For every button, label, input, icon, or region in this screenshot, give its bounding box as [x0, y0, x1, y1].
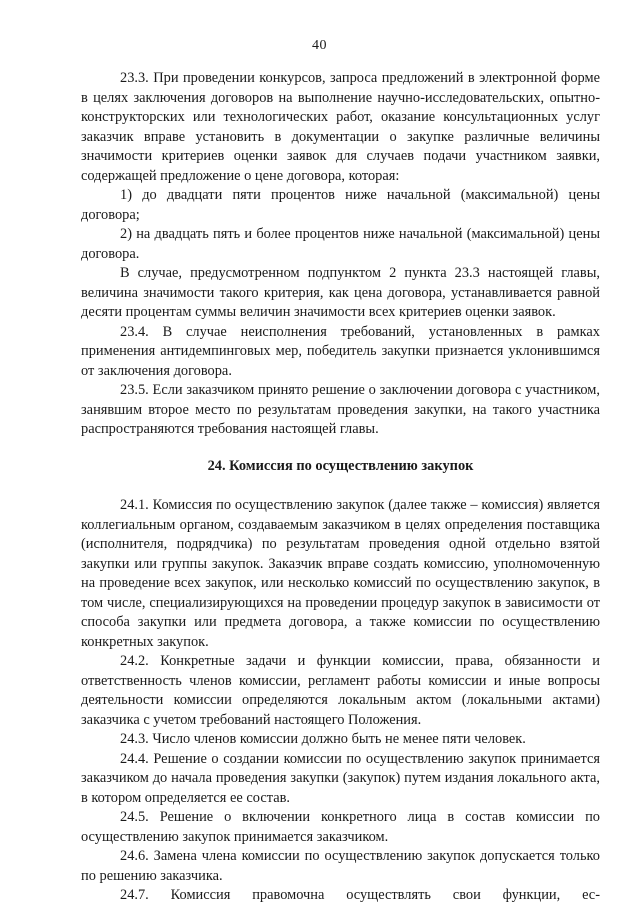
- document-body: [81, 69, 600, 906]
- paragraph-23-4: 23.4. В случае неисполнения требований, установленных в рамках применения антидемпинговых мер, победитель закупки признается уклонившимся от заключения договора.: [81, 323, 600, 379]
- paragraph-23-3-item-1: 1) до двадцати пяти процентов ниже начальной (максимальной) цены договора;: [81, 187, 600, 223]
- paragraph-24-1: 24.1. Комиссия по осуществлению закупок (далее также – комиссия) является коллегиальным органом, создаваемым заказчиком в целях определения поставщика (исполнителя, подрядчика) по результатам проведения одной отдельно взятой закупки или группы закупок. Заказчик вправе создать комиссию, уполномоченную на проведение всех закупок, или несколько комиссий по осуществлению закупок, в том числе, специализирующихся на проведении процедур закупок в зависимости от способа закупки или предмета договора, а также комиссии по осуществлению конкретных закупок.: [81, 497, 600, 650]
- paragraph-24-3: 24.3. Число членов комиссии должно быть не менее пяти человек.: [120, 731, 526, 747]
- paragraph-24-2: 24.2. Конкретные задачи и функции комиссии, права, обязанности и ответственность членов комиссии, регламент работы комиссии и иные вопросы деятельности комиссии определяются локальным актом (локальными актами) заказчика с учетом требований настоящего Положения.: [81, 653, 600, 728]
- paragraph-24-7: 24.7. Комиссия правомочна осуществлять свои функции, ес-: [120, 887, 600, 903]
- paragraph-24-6: 24.6. Замена члена комиссии по осуществлению закупок допускается только по решению заказчика.: [81, 848, 600, 884]
- paragraph-24-4: 24.4. Решение о создании комиссии по осуществлению закупок принимается заказчиком до начала проведения закупки (закупок) путем издания локального акта, в котором определяется ее состав.: [81, 750, 600, 806]
- page-number: 40: [312, 38, 327, 53]
- paragraph-23-3-item-2: 2) на двадцать пять и более процентов ниже начальной (максимальной) цены договора.: [81, 226, 600, 262]
- paragraph-23-5: 23.5. Если заказчиком принято решение о заключении договора с участником, занявшим второе место по результатам проведения закупки, на такого участника распространяются требования настоящей главы.: [81, 382, 600, 437]
- paragraph-23-3-note: В случае, предусмотренном подпунктом 2 пункта 23.3 настоящей главы, величина значимости такого критерия, как цена договора, устанавливается равной десяти процентам суммы величин значимости всех критериев оценки заявок.: [81, 265, 600, 320]
- paragraph-24-5: 24.5. Решение о включении конкретного лица в состав комиссии по осуществлению закупок принимается заказчиком.: [81, 809, 600, 845]
- paragraph-23-3: 23.3. При проведении конкурсов, запроса предложений в электронной форме в целях заключения договоров на выполнение научно-исследовательских, опытно-конструкторских или технологических работ, оказание консультационных услуг заказчик вправе установить в документации о закупке различные величины значимости критериев оценки заявок для случаев подачи участником заявки, содержащей предложение о цене договора, которая:: [81, 70, 600, 184]
- section-heading: 24. Комиссия по осуществлению закупок: [207, 457, 474, 474]
